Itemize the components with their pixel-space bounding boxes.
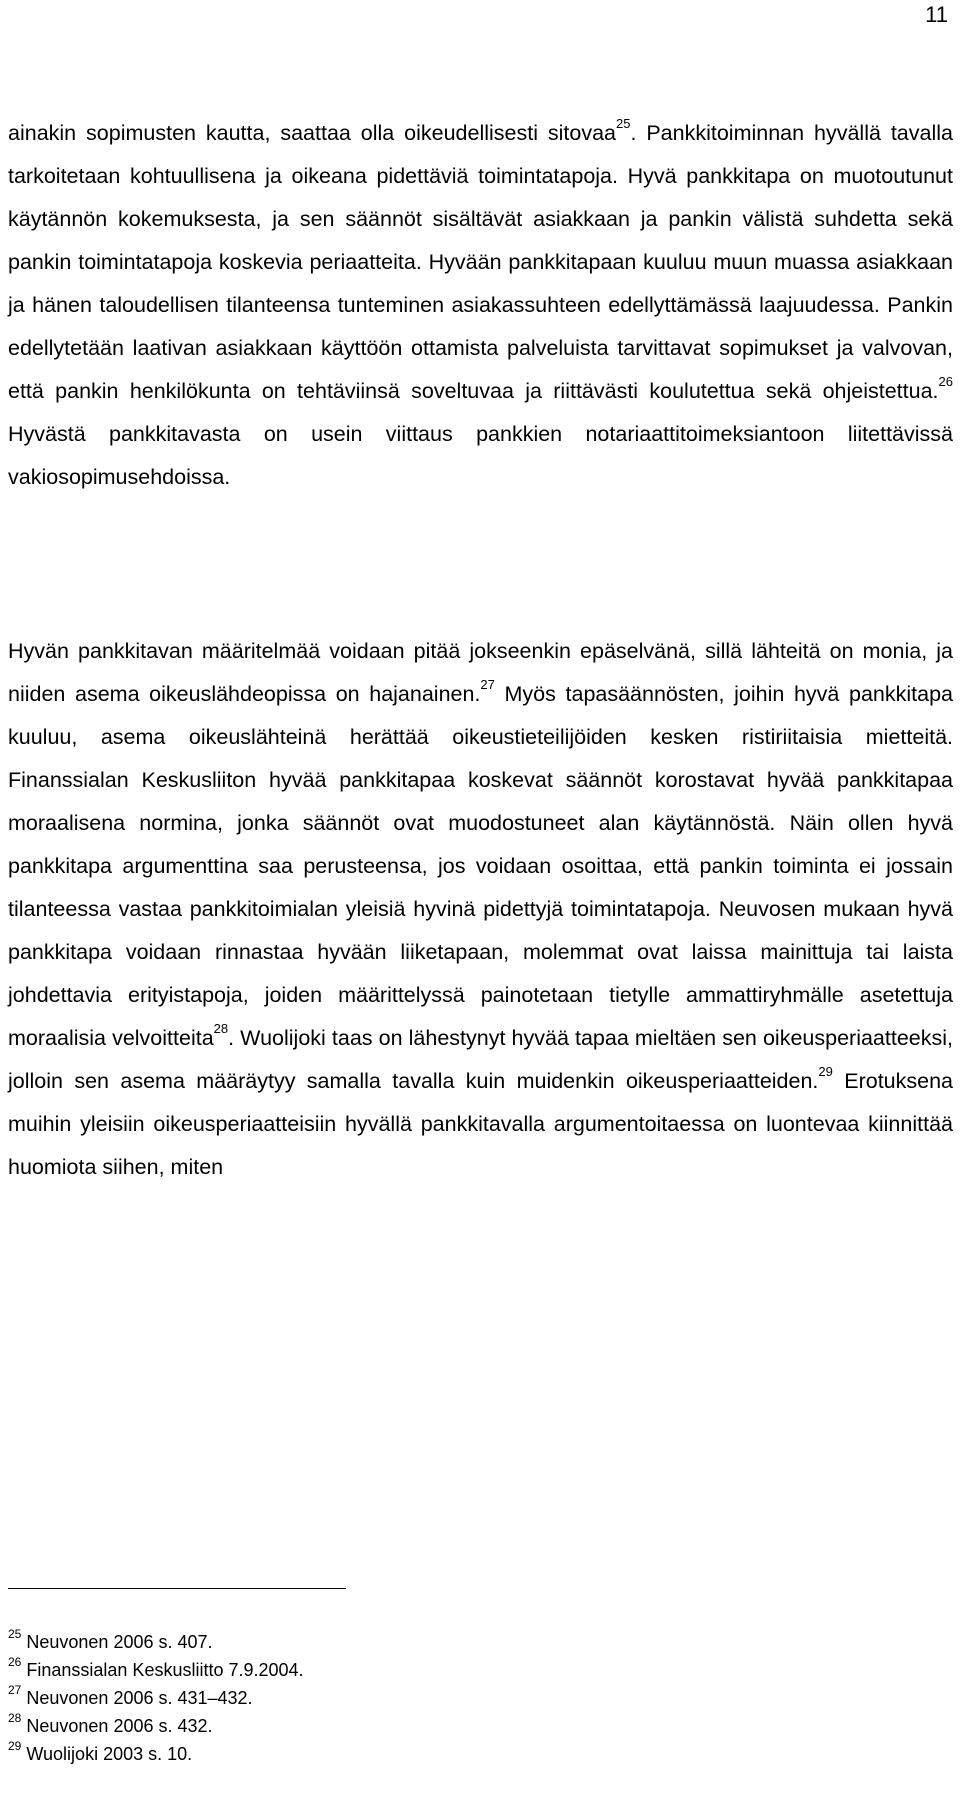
footnote-item: [8, 1712, 304, 1740]
footnote-number: 27: [8, 1683, 22, 1697]
footnote-reference[interactable]: 29: [818, 1063, 833, 1079]
paragraph-text: Myös tapasäännösten, joihin hyvä pankkitapa kuuluu, asema oikeuslähteinä herättää oikeustieteilijöiden kesken ristiriitaisia mietteitä. Finanssialan Keskusliiton hyvää pankkitapaa koskevat säännöt korostavat hyvää pankkitapaa moraalisena normina, jonka säännöt ovat muodostuneet alan käytännöstä. Näin ollen hyvä pankkitapa argumenttina saa perusteensa, jos voidaan osoittaa, että pankin toiminta ei jossain tilanteessa vastaa pankkitoimialan yleisiä hyvinä pidettyjä toimintatapoja. Neuvosen mukaan hyvä pankkitapa voidaan rinnastaa hyvään liiketapaan, molemmat ovat laissa mainittuja tai laista johdettavia erityistapoja, joiden määrittelyssä painotetaan tietylle ammattiryhmälle asetettuja moraalisia velvoitteita: [8, 682, 953, 1050]
footnote-item: [8, 1656, 304, 1684]
footnote-text: Finanssialan Keskusliitto 7.9.2004.: [26, 1660, 304, 1680]
footnote-reference[interactable]: 27: [480, 676, 495, 692]
paragraph-text: ainakin sopimusten kautta, saattaa olla oikeudellisesti sitovaa: [8, 121, 616, 145]
footnote-reference[interactable]: 28: [213, 1020, 229, 1036]
footnote-item: [8, 1628, 304, 1656]
footnote-reference[interactable]: 25: [616, 115, 631, 131]
paragraph-text: Hyvän pankkitavan määritelmää voidaan pitää jokseenkin epäselvänä, sillä lähteitä on monia, ja niiden asema oikeuslähdeopissa on hajanainen.: [8, 639, 953, 706]
footnote-number: 26: [8, 1655, 22, 1669]
paragraph-text: . Pankkitoiminnan hyvällä tavalla tarkoitetaan kohtuullisena ja oikeana pidettäviä toimintatapoja. Hyvä pankkitapa on muotoutunut käytännön kokemuksesta, ja sen säännöt sisältävät asiakkaan ja pankin välistä suhdetta sekä pankin toimintatapoja koskevia periaatteita. Hyvään pankkitapaan kuuluu muun muassa asiakkaan ja hänen taloudellisen tilanteensa tunteminen asiakassuhteen edellyttämässä laajuudessa. Pankin edellytetään laativan asiakkaan käyttöön ottamista palveluista tarvittavat sopimukset ja valvovan, että pankin henkilökunta on tehtäviinsä soveltuvaa ja riittävästi koulutettua sekä ohjeistettua.: [8, 121, 953, 403]
footnote-separator: [8, 1588, 346, 1589]
paragraph-text: . Wuolijoki taas on lähestynyt hyvää tapaa mieltäen sen oikeusperiaatteeksi, jolloin sen asema määräytyy samalla tavalla kuin muidenkin oikeusperiaatteiden.: [8, 1026, 954, 1093]
body-paragraph-1: [8, 112, 953, 499]
footnote-item: [8, 1684, 304, 1712]
footnote-reference[interactable]: 26: [938, 373, 953, 389]
footnote-text: Neuvonen 2006 s. 407.: [26, 1632, 213, 1652]
paragraph-text: Hyvästä pankkitavasta on usein viittaus pankkien notariaattitoimeksiantoon liitettävissä vakiosopimusehdoissa.: [8, 422, 953, 489]
footnote-number: 25: [8, 1627, 22, 1641]
footnote-item: [8, 1740, 304, 1768]
footnote-text: Neuvonen 2006 s. 432.: [26, 1716, 213, 1736]
footnote-list: [8, 1628, 304, 1768]
footnote-text: Wuolijoki 2003 s. 10.: [26, 1744, 193, 1764]
footnote-text: Neuvonen 2006 s. 431–432.: [26, 1688, 253, 1708]
body-paragraph-2: [8, 630, 953, 1189]
footnote-number: 28: [8, 1711, 22, 1725]
paragraph-text: Erotuksena muihin yleisiin oikeusperiaatteisiin hyvällä pankkitavalla argumentoitaessa on luontevaa kiinnittää huomiota siihen, miten: [8, 1069, 954, 1179]
page-number: 11: [925, 2, 948, 27]
footnote-number: 29: [8, 1739, 22, 1753]
